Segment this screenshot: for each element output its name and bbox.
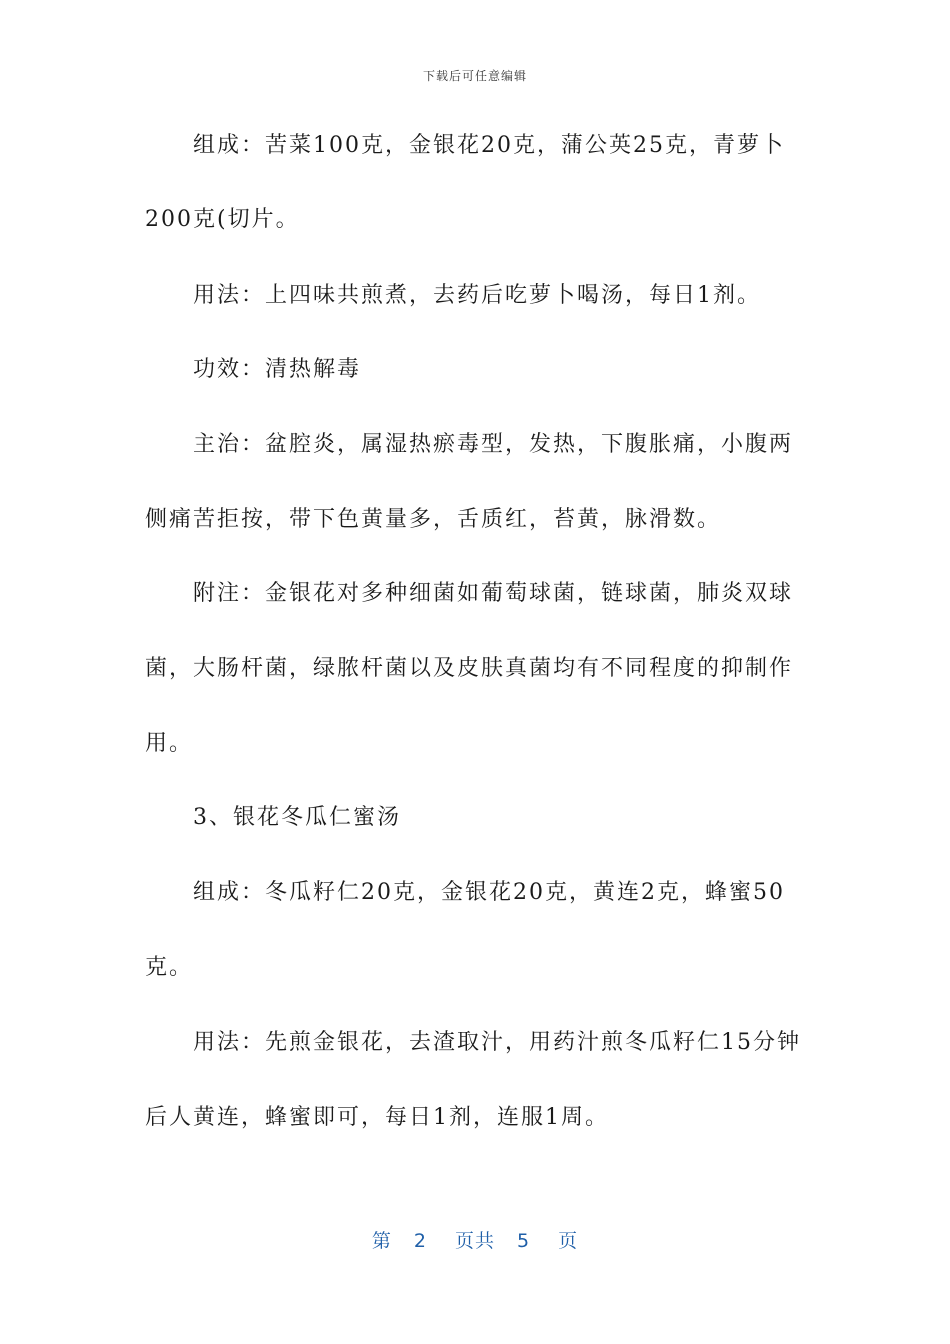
indication-line-2: 侧痛苦拒按，带下色黄量多，舌质红，苔黄，脉滑数。 (145, 507, 722, 532)
note-line-1: 附注：金银花对多种细菌如葡萄球菌，链球菌，肺炎双球 (193, 581, 794, 606)
composition-line-2: 200克(切片。 (145, 207, 300, 232)
footer-total-pages: 5 (517, 1230, 531, 1252)
composition2-line-2: 克。 (145, 955, 194, 980)
efficacy-line: 功效：清热解毒 (193, 357, 362, 382)
note-line-2: 菌，大肠杆菌，绿脓杆菌以及皮肤真菌均有不同程度的抑制作 (145, 656, 794, 681)
header-note: 下载后可任意编辑 (422, 69, 527, 83)
usage2-line-1: 用法：先煎金银花，去渣取汁，用药汁煎冬瓜籽仁15分钟 (193, 1030, 801, 1055)
footer-suffix: 页 (558, 1230, 579, 1252)
footer-current-page: 2 (413, 1230, 427, 1252)
usage2-line-2: 后人黄连，蜂蜜即可，每日1剂，连服1周。 (145, 1105, 609, 1130)
composition2-line-1: 组成：冬瓜籽仁20克，金银花20克，黄连2克，蜂蜜50 (193, 880, 785, 905)
indication-line-1: 主治：盆腔炎，属湿热瘀毒型，发热，下腹胀痛，小腹两 (193, 432, 794, 457)
composition-line-1: 组成：苦菜100克，金银花20克，蒲公英25克，青萝卜 (193, 133, 785, 158)
footer-prefix: 第 (371, 1230, 392, 1252)
page-footer (0, 1226, 950, 1253)
usage-line: 用法：上四味共煎煮，去药后吃萝卜喝汤，每日1剂。 (193, 283, 761, 308)
note-line-3: 用。 (145, 731, 194, 756)
footer-middle: 页共 (454, 1230, 495, 1252)
recipe-heading: 3、银花冬瓜仁蜜汤 (193, 805, 401, 830)
